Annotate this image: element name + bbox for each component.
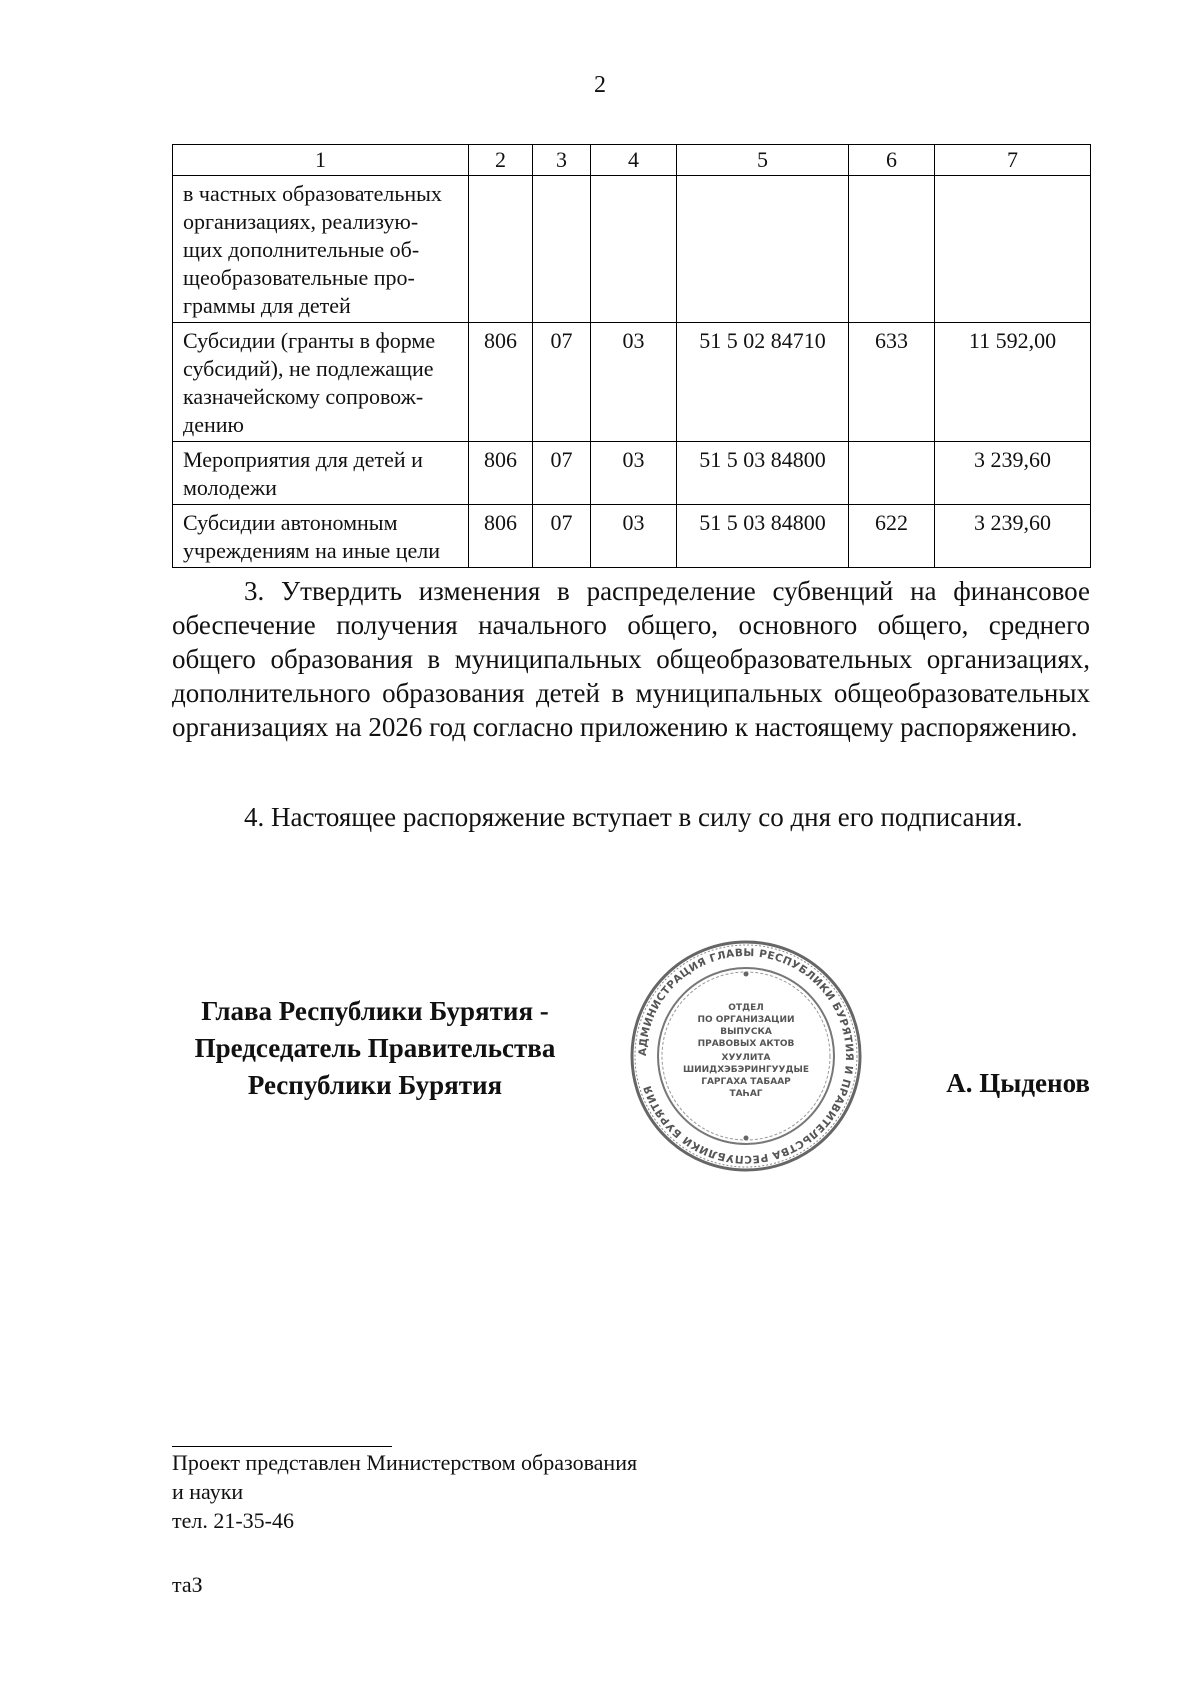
row-name-line: щих дополнительные об- — [183, 237, 420, 262]
signatory-title-line: Председатель Правительства — [194, 1033, 556, 1063]
seal-inner-line: ТАҺАГ — [729, 1089, 763, 1099]
target-article-cell — [677, 176, 849, 323]
footnote — [172, 1448, 772, 1535]
signatory-title — [160, 993, 590, 1104]
seal-inner-line: ПО ОРГАНИЗАЦИИ — [697, 1015, 795, 1025]
table-header-row — [173, 145, 1091, 176]
row-name-line: учреждениям на иные цели — [183, 538, 440, 563]
row-name-line: щеобразовательные про- — [183, 265, 415, 290]
column-number: 2 — [469, 145, 533, 176]
row-name-line: молодежи — [183, 475, 277, 500]
signer-name: А. Цыденов — [946, 1068, 1090, 1098]
row-name-line: граммы для детей — [183, 293, 351, 318]
row-name-line: в частных образовательных — [183, 181, 442, 206]
seal-inner-line: ХУУЛИТА — [721, 1053, 771, 1063]
signatory-title-line: Глава Республики Бурятия - — [201, 996, 549, 1026]
footnote-divider — [172, 1446, 392, 1447]
row-name-line: казначейскому сопровож- — [183, 384, 424, 409]
paragraph-4: 4. Настоящее распоряжение вступает в силу со дня его подписания. — [244, 802, 1023, 832]
row-name-cell — [173, 442, 469, 505]
target-article-cell: 51 5 03 84800 — [677, 505, 849, 568]
row-name-line: дению — [183, 412, 244, 437]
seal-inner-line: ГАРГАХА ТАБААР — [701, 1077, 791, 1087]
amount-cell — [935, 176, 1091, 323]
footnote-line: Проект представлен Министерством образования — [172, 1450, 638, 1475]
subsection-code-cell: 03 — [591, 323, 677, 442]
column-number: 6 — [849, 145, 935, 176]
expense-type-cell: 622 — [849, 505, 935, 568]
table-row — [173, 505, 1091, 568]
row-name-cell — [173, 505, 469, 568]
footnote-line: и науки — [172, 1479, 244, 1504]
section-code-cell: 07 — [533, 505, 591, 568]
ministry-code-cell — [469, 176, 533, 323]
column-number: 7 — [935, 145, 1091, 176]
row-name-line: Субсидии автономным — [183, 510, 398, 535]
target-article-cell: 51 5 02 84710 — [677, 323, 849, 442]
expense-type-cell — [849, 176, 935, 323]
target-article-cell: 51 5 03 84800 — [677, 442, 849, 505]
column-number: 1 — [173, 145, 469, 176]
subsection-code-cell: 03 — [591, 442, 677, 505]
row-name-line: организациях, реализую- — [183, 209, 419, 234]
row-name-line: субсидий), не подлежащие — [183, 356, 434, 381]
ministry-code-cell: 806 — [469, 442, 533, 505]
row-name-cell — [173, 323, 469, 442]
amount-cell: 3 239,60 — [935, 442, 1091, 505]
table-row — [173, 323, 1091, 442]
seal-inner-line: ПРАВОВЫХ АКТОВ — [697, 1039, 795, 1049]
section-code-cell — [533, 176, 591, 323]
expense-type-cell: 633 — [849, 323, 935, 442]
file-code: таЗ — [172, 1572, 203, 1597]
section-code-cell: 07 — [533, 442, 591, 505]
column-number: 3 — [533, 145, 591, 176]
table-row — [173, 442, 1091, 505]
column-number: 4 — [591, 145, 677, 176]
row-name-cell — [173, 176, 469, 323]
seal-outer-text: АДМИНИСТРАЦИЯ ГЛАВЫ РЕСПУБЛИКИ БУРЯТИЯ И ПРАВИТЕЛЬСТВА РЕСПУБЛИКИ БУРЯТИЯ — [636, 946, 856, 1166]
amount-cell: 11 592,00 — [935, 323, 1091, 442]
section-code-cell: 07 — [533, 323, 591, 442]
budget-table — [172, 144, 1091, 568]
official-seal-stamp — [628, 938, 864, 1174]
ministry-code-cell: 806 — [469, 505, 533, 568]
table-row — [173, 176, 1091, 323]
footnote-line: тел. 21-35-46 — [172, 1508, 295, 1533]
signatory-title-line: Республики Бурятия — [247, 1070, 503, 1100]
row-name-line: Субсидии (гранты в форме — [183, 328, 436, 353]
column-number: 5 — [677, 145, 849, 176]
expense-type-cell — [849, 442, 935, 505]
page-number: 2 — [594, 72, 606, 98]
seal-inner-line: ВЫПУСКА — [720, 1027, 772, 1037]
row-name-line: Мероприятия для детей и — [183, 447, 423, 472]
subsection-code-cell: 03 — [591, 505, 677, 568]
ministry-code-cell: 806 — [469, 323, 533, 442]
seal-inner-line: ОТДЕЛ — [728, 1003, 764, 1013]
seal-inner-line: ШИИДХЭБЭРИНГУУДЫЕ — [683, 1065, 809, 1075]
amount-cell: 3 239,60 — [935, 505, 1091, 568]
paragraph-3: 3. Утвердить изменения в распределение субвенций на финансовое обеспечение получения начального общего, основного общего, среднего общего образования в муниципальных общеобразовательных организациях, дополнительного образования детей в муниципальных общеобразовательных организациях на 2026 год согласно приложению к настоящему распоряжению. — [172, 576, 1090, 742]
subsection-code-cell — [591, 176, 677, 323]
